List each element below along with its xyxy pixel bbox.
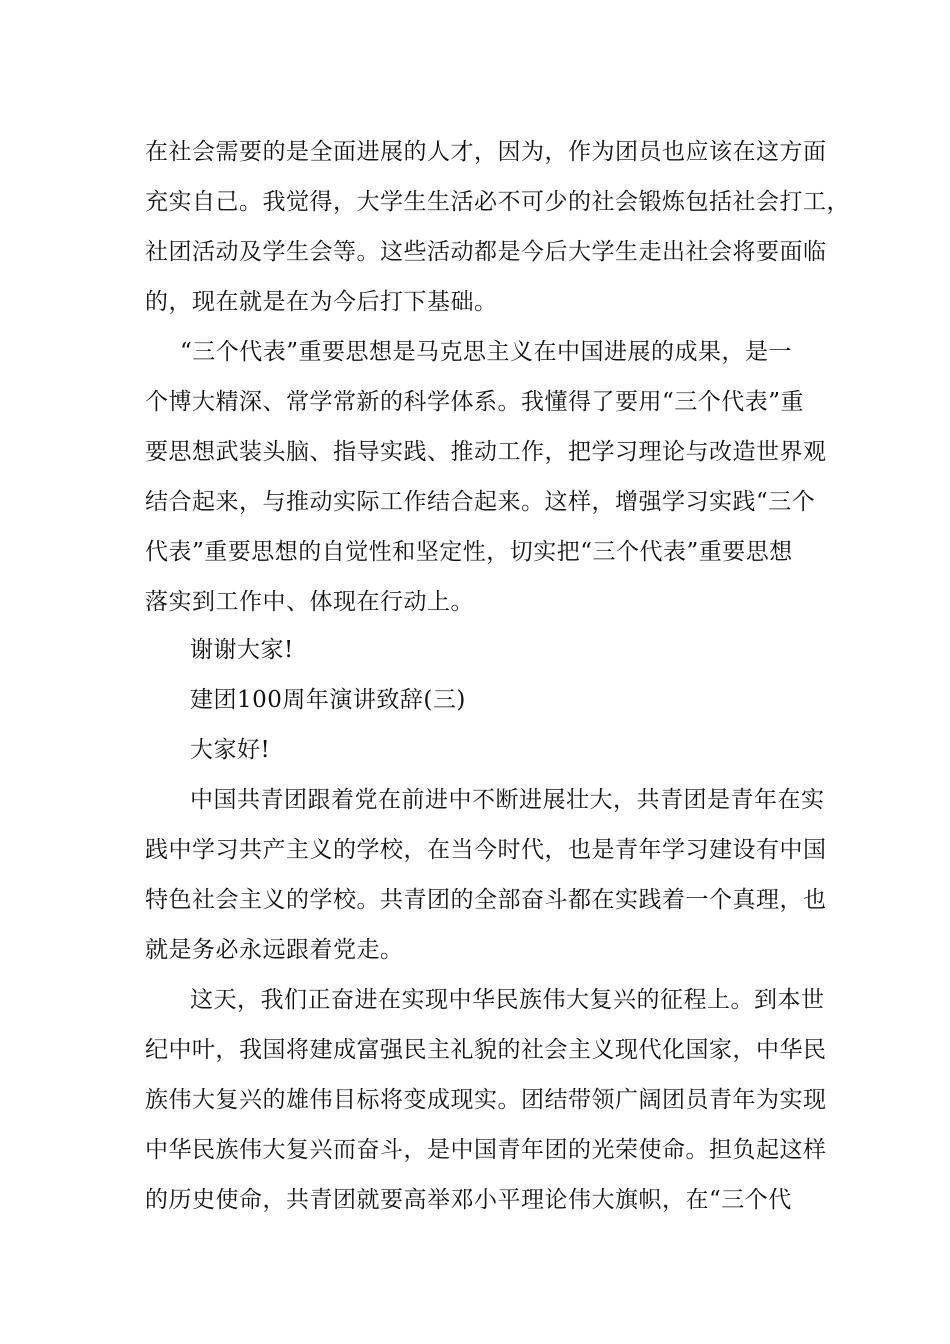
text-line: 大家好! bbox=[190, 737, 271, 763]
text-line: 中国共青团跟着党在前进中不断进展壮大，共青团是青年在实 bbox=[190, 787, 825, 813]
text-line: 代表”重要思想的自觉性和坚定性，切实把“三个代表”重要思想 bbox=[145, 539, 793, 565]
text-line: 的，现在就是在为今后打下基础。 bbox=[145, 289, 498, 315]
text-line: 就是务必永远跟着党走。 bbox=[145, 937, 404, 963]
text-line: “三个代表”重要思想是马克思主义在中国进展的成果，是一 bbox=[180, 339, 793, 365]
text-line: 结合起来，与推动实际工作结合起来。这样，增强学习实践“三个 bbox=[145, 489, 816, 515]
text-line: 充实自己。我觉得，大学生生活必不可少的社会锻炼包括社会打工， bbox=[145, 189, 850, 215]
text-line: 纪中叶，我国将建成富强民主礼貌的社会主义现代化国家，中华民 bbox=[145, 1037, 827, 1063]
text-line: 落实到工作中、体现在行动上。 bbox=[145, 589, 474, 615]
text-line: 的历史使命，共青团就要高举邓小平理论伟大旗帜，在“三个代 bbox=[145, 1187, 792, 1213]
text-line: 在社会需要的是全面进展的人才，因为，作为团员也应该在这方面 bbox=[145, 139, 827, 165]
text-line: 这天，我们正奋进在实现中华民族伟大复兴的征程上。到本世 bbox=[190, 987, 825, 1013]
text-line: 特色社会主义的学校。共青团的全部奋斗都在实践着一个真理，也 bbox=[145, 887, 827, 913]
text-line: 要思想武装头脑、指导实践、推动工作，把学习理论与改造世界观 bbox=[145, 439, 827, 465]
section-heading: 建团100周年演讲致辞(三) bbox=[190, 687, 466, 713]
text-line: 社团活动及学生会等。这些活动都是今后大学生走出社会将要面临 bbox=[145, 239, 827, 265]
text-line: 谢谢大家! bbox=[190, 637, 294, 663]
text-line: 中华民族伟大复兴而奋斗，是中国青年团的光荣使命。担负起这样 bbox=[145, 1137, 827, 1163]
text-line: 族伟大复兴的雄伟目标将变成现实。团结带领广阔团员青年为实现 bbox=[145, 1087, 827, 1113]
text-line: 践中学习共产主义的学校，在当今时代，也是青年学习建设有中国 bbox=[145, 837, 827, 863]
text-line: 个博大精深、常学常新的科学体系。我懂得了要用“三个代表”重 bbox=[145, 389, 805, 415]
